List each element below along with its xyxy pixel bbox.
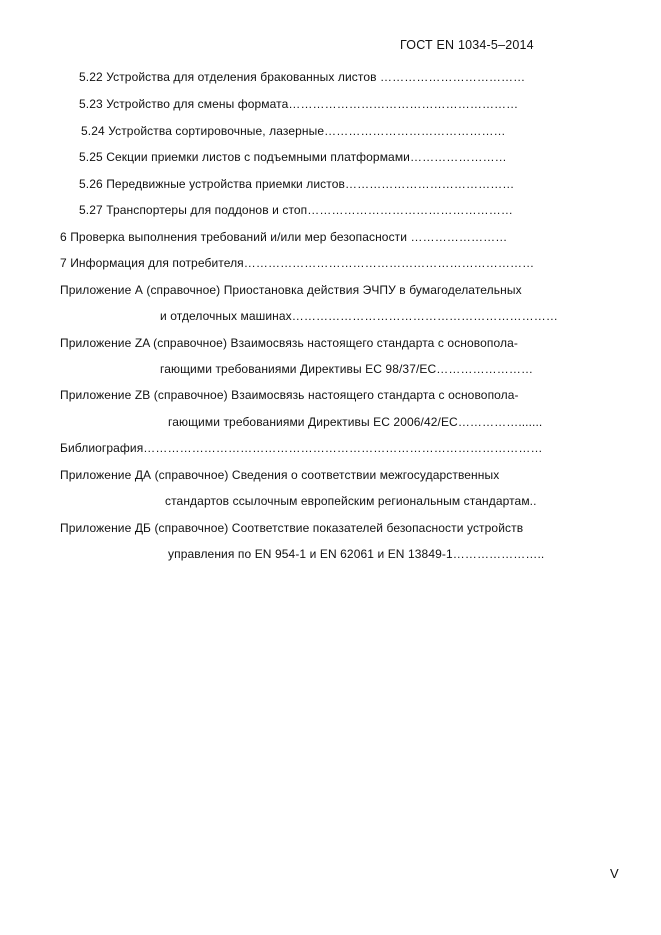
toc-entry-annex-za-cont: гающими требованиями Директивы ЕС 98/37/ЕС…………………… bbox=[160, 362, 534, 376]
toc-entry-5-24: 5.24 Устройства сортировочные, лазерные……………………………………… bbox=[81, 124, 506, 138]
toc-entry-annex-za: Приложение ZA (справочное) Взаимосвязь настоящего стандарта с основопола- bbox=[60, 336, 518, 350]
toc-entry-annex-da-cont: стандартов ссылочным европейским региональным стандартам.. bbox=[165, 494, 537, 508]
toc-entry-annex-db: Приложение ДБ (справочное) Соответствие показателей безопасности устройств bbox=[60, 521, 524, 535]
toc-entry-7: 7 Информация для потребителя……………………………………………………………… bbox=[60, 256, 535, 270]
toc-entry-annex-a: Приложение А (справочное) Приостановка действия ЭЧПУ в бумагоделательных bbox=[60, 283, 522, 297]
toc-entry-5-23: 5.23 Устройство для смены формата………………………………………………… bbox=[79, 97, 519, 111]
toc-entry-5-26: 5.26 Передвижные устройства приемки листов…………………………………… bbox=[79, 177, 515, 191]
toc-entry-annex-zb-cont: гающими требованиями Директивы ЕС 2006/42/ЕС……………....... bbox=[168, 415, 543, 429]
document-number: ГОСТ EN 1034-5–2014 bbox=[400, 38, 534, 52]
toc-entry-annex-db-cont: управления по EN 954-1 и EN 62061 и EN 13849-1………………….. bbox=[168, 547, 545, 561]
toc-entry-6: 6 Проверка выполнения требований и/или мер безопасности …………………… bbox=[60, 230, 508, 244]
toc-entry-annex-da: Приложение ДА (справочное) Сведения о соответствии межгосударственных bbox=[60, 468, 500, 482]
page-number: V bbox=[610, 866, 619, 881]
toc-entry-annex-zb: Приложение ZB (справочное) Взаимосвязь настоящего стандарта с основопола- bbox=[60, 388, 519, 402]
toc-entry-5-27: 5.27 Транспортеры для поддонов и стоп…………………………………………… bbox=[79, 203, 513, 217]
toc-entry-5-25: 5.25 Секции приемки листов с подъемными платформами…………………… bbox=[79, 150, 507, 164]
toc-entry-5-22: 5.22 Устройства для отделения бракованных листов ……………………………… bbox=[79, 70, 526, 84]
toc-entry-bibliography: Библиография……………………………………………………………………………………… bbox=[60, 441, 543, 455]
toc-entry-annex-a-cont: и отделочных машинах………………………………………………………… bbox=[160, 309, 558, 323]
